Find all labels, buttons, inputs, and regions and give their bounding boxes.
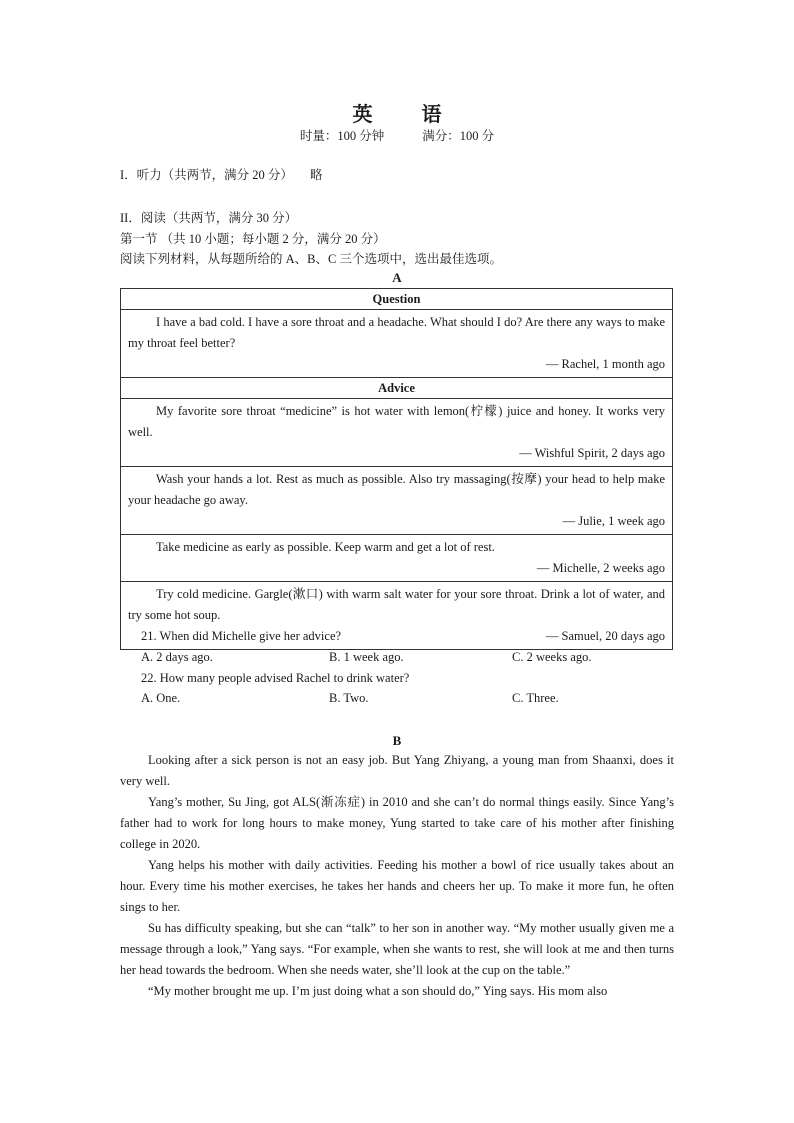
- advice-row: [121, 535, 673, 582]
- passage-a-label: A: [392, 270, 402, 285]
- passage-paragraph: Su has difficulty speaking, but she can “talk” to her son in another way. “My mother usually given me a message through a look,” Yang says. “For example, when she wants to rest, she will look at me and then turns her head towards the bedroom. When she needs water, she’ll look at the cup on the table.”: [120, 921, 674, 977]
- question-21-option-b: B. 1 week ago.: [329, 650, 404, 664]
- question-text: I have a bad cold. I have a sore throat and a headache. What should I do? Are there any ways to make my throat feel better?: [128, 315, 665, 350]
- exam-time: 时量：100 分钟: [299, 129, 385, 143]
- question-22-option-b: B. Two.: [329, 691, 369, 705]
- section1-heading: [120, 165, 323, 183]
- question-22-stem: 22. How many people advised Rachel to drink water?: [141, 671, 410, 685]
- question-header: Question: [121, 289, 673, 310]
- question-22-option-a: A. One.: [141, 691, 181, 705]
- passage-b: [120, 750, 674, 1002]
- question-21-option-c: C. 2 weeks ago.: [512, 650, 592, 664]
- passage-paragraph: Yang helps his mother with daily activities. Feeding his mother a bowl of rice usually takes about an hour. Every time his mother exercises, he takes her hands and cheers her up. To make it more fun, he often sings to her.: [120, 858, 674, 914]
- advice-signature: — Michelle, 2 weeks ago: [536, 561, 665, 575]
- advice-row: [121, 467, 673, 535]
- section2-instruction: 阅读下列材料，从每题所给的 A、B、C 三个选项中，选出最佳选项。: [120, 252, 502, 266]
- exam-score: 满分：100 分: [422, 129, 495, 143]
- question-22-option-c: C. Three.: [512, 691, 559, 705]
- question-row: [121, 310, 673, 378]
- advice-signature: — Samuel, 20 days ago: [545, 629, 665, 643]
- page-title: 英 语: [352, 104, 464, 126]
- advice-text: Wash your hands a lot. Rest as much as possible. Also try massaging(按摩) your head to help make your headache go away.: [128, 472, 665, 507]
- question-21-option-a: A. 2 days ago.: [141, 650, 213, 664]
- passage-paragraph: “My mother brought me up. I’m just doing what a son should do,” Ying says. His mom also: [148, 984, 608, 998]
- section1-note: 略: [310, 168, 323, 182]
- section1-label: I．听力（共两节，满分 20 分）: [120, 168, 293, 182]
- question-signature: — Rachel, 1 month ago: [545, 357, 665, 371]
- advice-text: My favorite sore throat “medicine” is hot water with lemon(柠檬) juice and honey. It works very well.: [128, 404, 665, 439]
- question-21-stem: 21. When did Michelle give her advice?: [141, 629, 342, 643]
- advice-header: Advice: [121, 378, 673, 399]
- advice-row: [121, 399, 673, 467]
- advice-text: Take medicine as early as possible. Keep warm and get a lot of rest.: [156, 540, 495, 554]
- passage-paragraph: Yang’s mother, Su Jing, got ALS(渐冻症) in 2010 and she can’t do normal things easily. Since Yang’s father had to work for long hours to make money, Yung started to take care of his mother after finishing college in 2020.: [120, 795, 674, 851]
- exam-info: [0, 126, 794, 144]
- section2-part: 第一节 （共 10 小题；每小题 2 分，满分 20 分）: [120, 232, 386, 246]
- advice-header-row: [121, 378, 673, 399]
- advice-signature: — Wishful Spirit, 2 days ago: [519, 446, 665, 460]
- passage-b-label: B: [392, 733, 402, 748]
- forum-table: [120, 288, 673, 650]
- section2-heading: II．阅读（共两节，满分 30 分）: [120, 211, 298, 225]
- advice-text: Try cold medicine. Gargle(漱口) with warm salt water for your sore throat. Drink a lot of water, and try some hot soup.: [128, 587, 665, 622]
- question-header-row: [121, 289, 673, 310]
- advice-signature: — Julie, 1 week ago: [562, 514, 665, 528]
- passage-paragraph: Looking after a sick person is not an easy job. But Yang Zhiyang, a young man from Shaanxi, does it very well.: [120, 753, 674, 788]
